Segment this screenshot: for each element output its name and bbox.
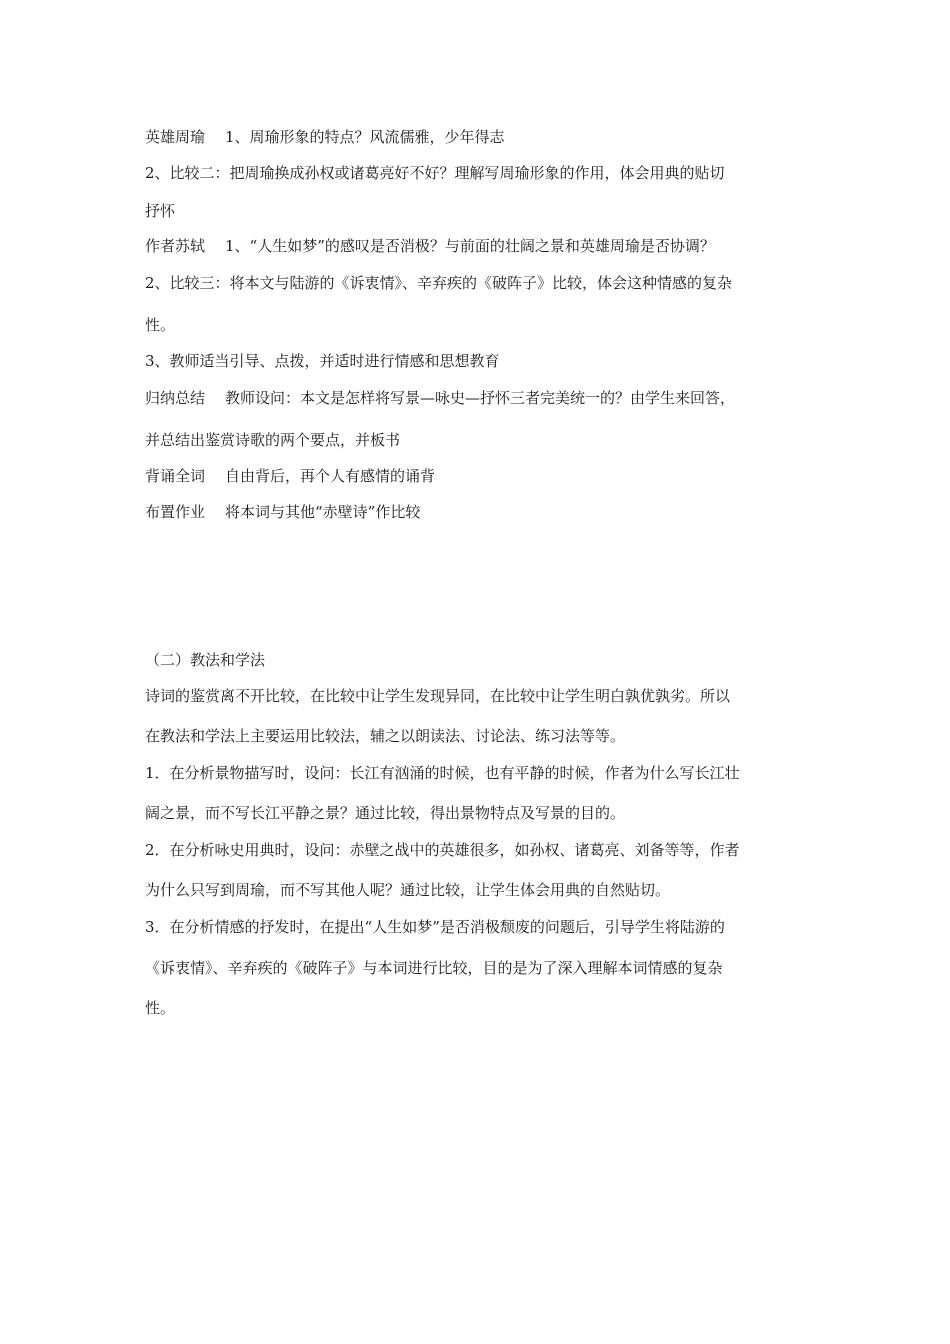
summary-text-line-2: 并总结出鉴赏诗歌的两个要点，并板书 <box>145 431 401 449</box>
hero-label: 英雄周瑜 <box>145 128 206 146</box>
paragraph-3-line-2: 《诉衷情》、辛弃疾的《破阵子》与本词进行比较，目的是为了深入理解本词情感的复杂 <box>145 959 723 977</box>
express-label: 抒怀 <box>145 202 176 220</box>
paragraph-3-line-3: 性。 <box>145 999 176 1017</box>
paragraph-1-line-2: 阔之景，而不写长江平静之景？通过比较，得出景物特点及写景的目的。 <box>145 804 626 822</box>
summary-label: 归纳总结 <box>145 389 206 407</box>
express-item-2-line-2: 性。 <box>145 316 176 334</box>
express-sub-label: 作者苏轼 <box>145 237 206 255</box>
express-item-1: 1、“人生如梦”的感叹是否消极？与前面的壮阔之景和英雄周瑜是否协调？ <box>225 237 715 255</box>
hero-row <box>145 127 505 147</box>
intro-line-2: 在教法和学法上主要运用比较法，辅之以朗读法、讨论法、练习法等等。 <box>145 727 626 745</box>
recite-label: 背诵全词 <box>145 467 206 485</box>
homework-text: 将本词与其他“赤壁诗”作比较 <box>225 503 421 521</box>
hero-item-2: 2、比较二：把周瑜换成孙权或诸葛亮好不好？理解写周瑜形象的作用，体会用典的贴切 <box>145 164 725 182</box>
express-row <box>145 236 715 256</box>
paragraph-1-line-1: 1．在分析景物描写时，设问：长江有汹涌的时候，也有平静的时候，作者为什么写长江壮 <box>145 764 740 782</box>
recite-text: 自由背后，再个人有感情的诵背 <box>225 467 436 485</box>
intro-line-1: 诗词的鉴赏离不开比较，在比较中让学生发现异同，在比较中让学生明白孰优孰劣。所以 <box>145 687 731 705</box>
paragraph-2-line-1: 2．在分析咏史用典时，设问：赤壁之战中的英雄很多，如孙权、诸葛亮、刘备等等，作者 <box>145 841 740 859</box>
summary-text-line-1: 教师设问：本文是怎样将写景—咏史—抒怀三者完美统一的？由学生来回答， <box>225 389 736 407</box>
homework-label: 布置作业 <box>145 503 206 521</box>
summary-row <box>145 388 735 408</box>
paragraph-3-line-1: 3．在分析情感的抒发时，在提出“人生如梦”是否消极颓废的问题后，引导学生将陆游的 <box>145 918 725 936</box>
paragraph-2-line-2: 为什么只写到周瑜，而不写其他人呢？通过比较，让学生体会用典的自然贴切。 <box>145 881 671 899</box>
section-two-heading: （二）教法和学法 <box>145 651 266 669</box>
recite-row <box>145 466 435 486</box>
homework-row <box>145 502 420 522</box>
hero-item-1: 1、周瑜形象的特点？风流儒雅，少年得志 <box>225 128 505 146</box>
express-item-2-line-1: 2、比较三：将本文与陆游的《诉衷情》、辛弃疾的《破阵子》比较，体会这种情感的复杂 <box>145 274 733 292</box>
express-item-3: 3、教师适当引导、点拨，并适时进行情感和思想教育 <box>145 352 500 370</box>
